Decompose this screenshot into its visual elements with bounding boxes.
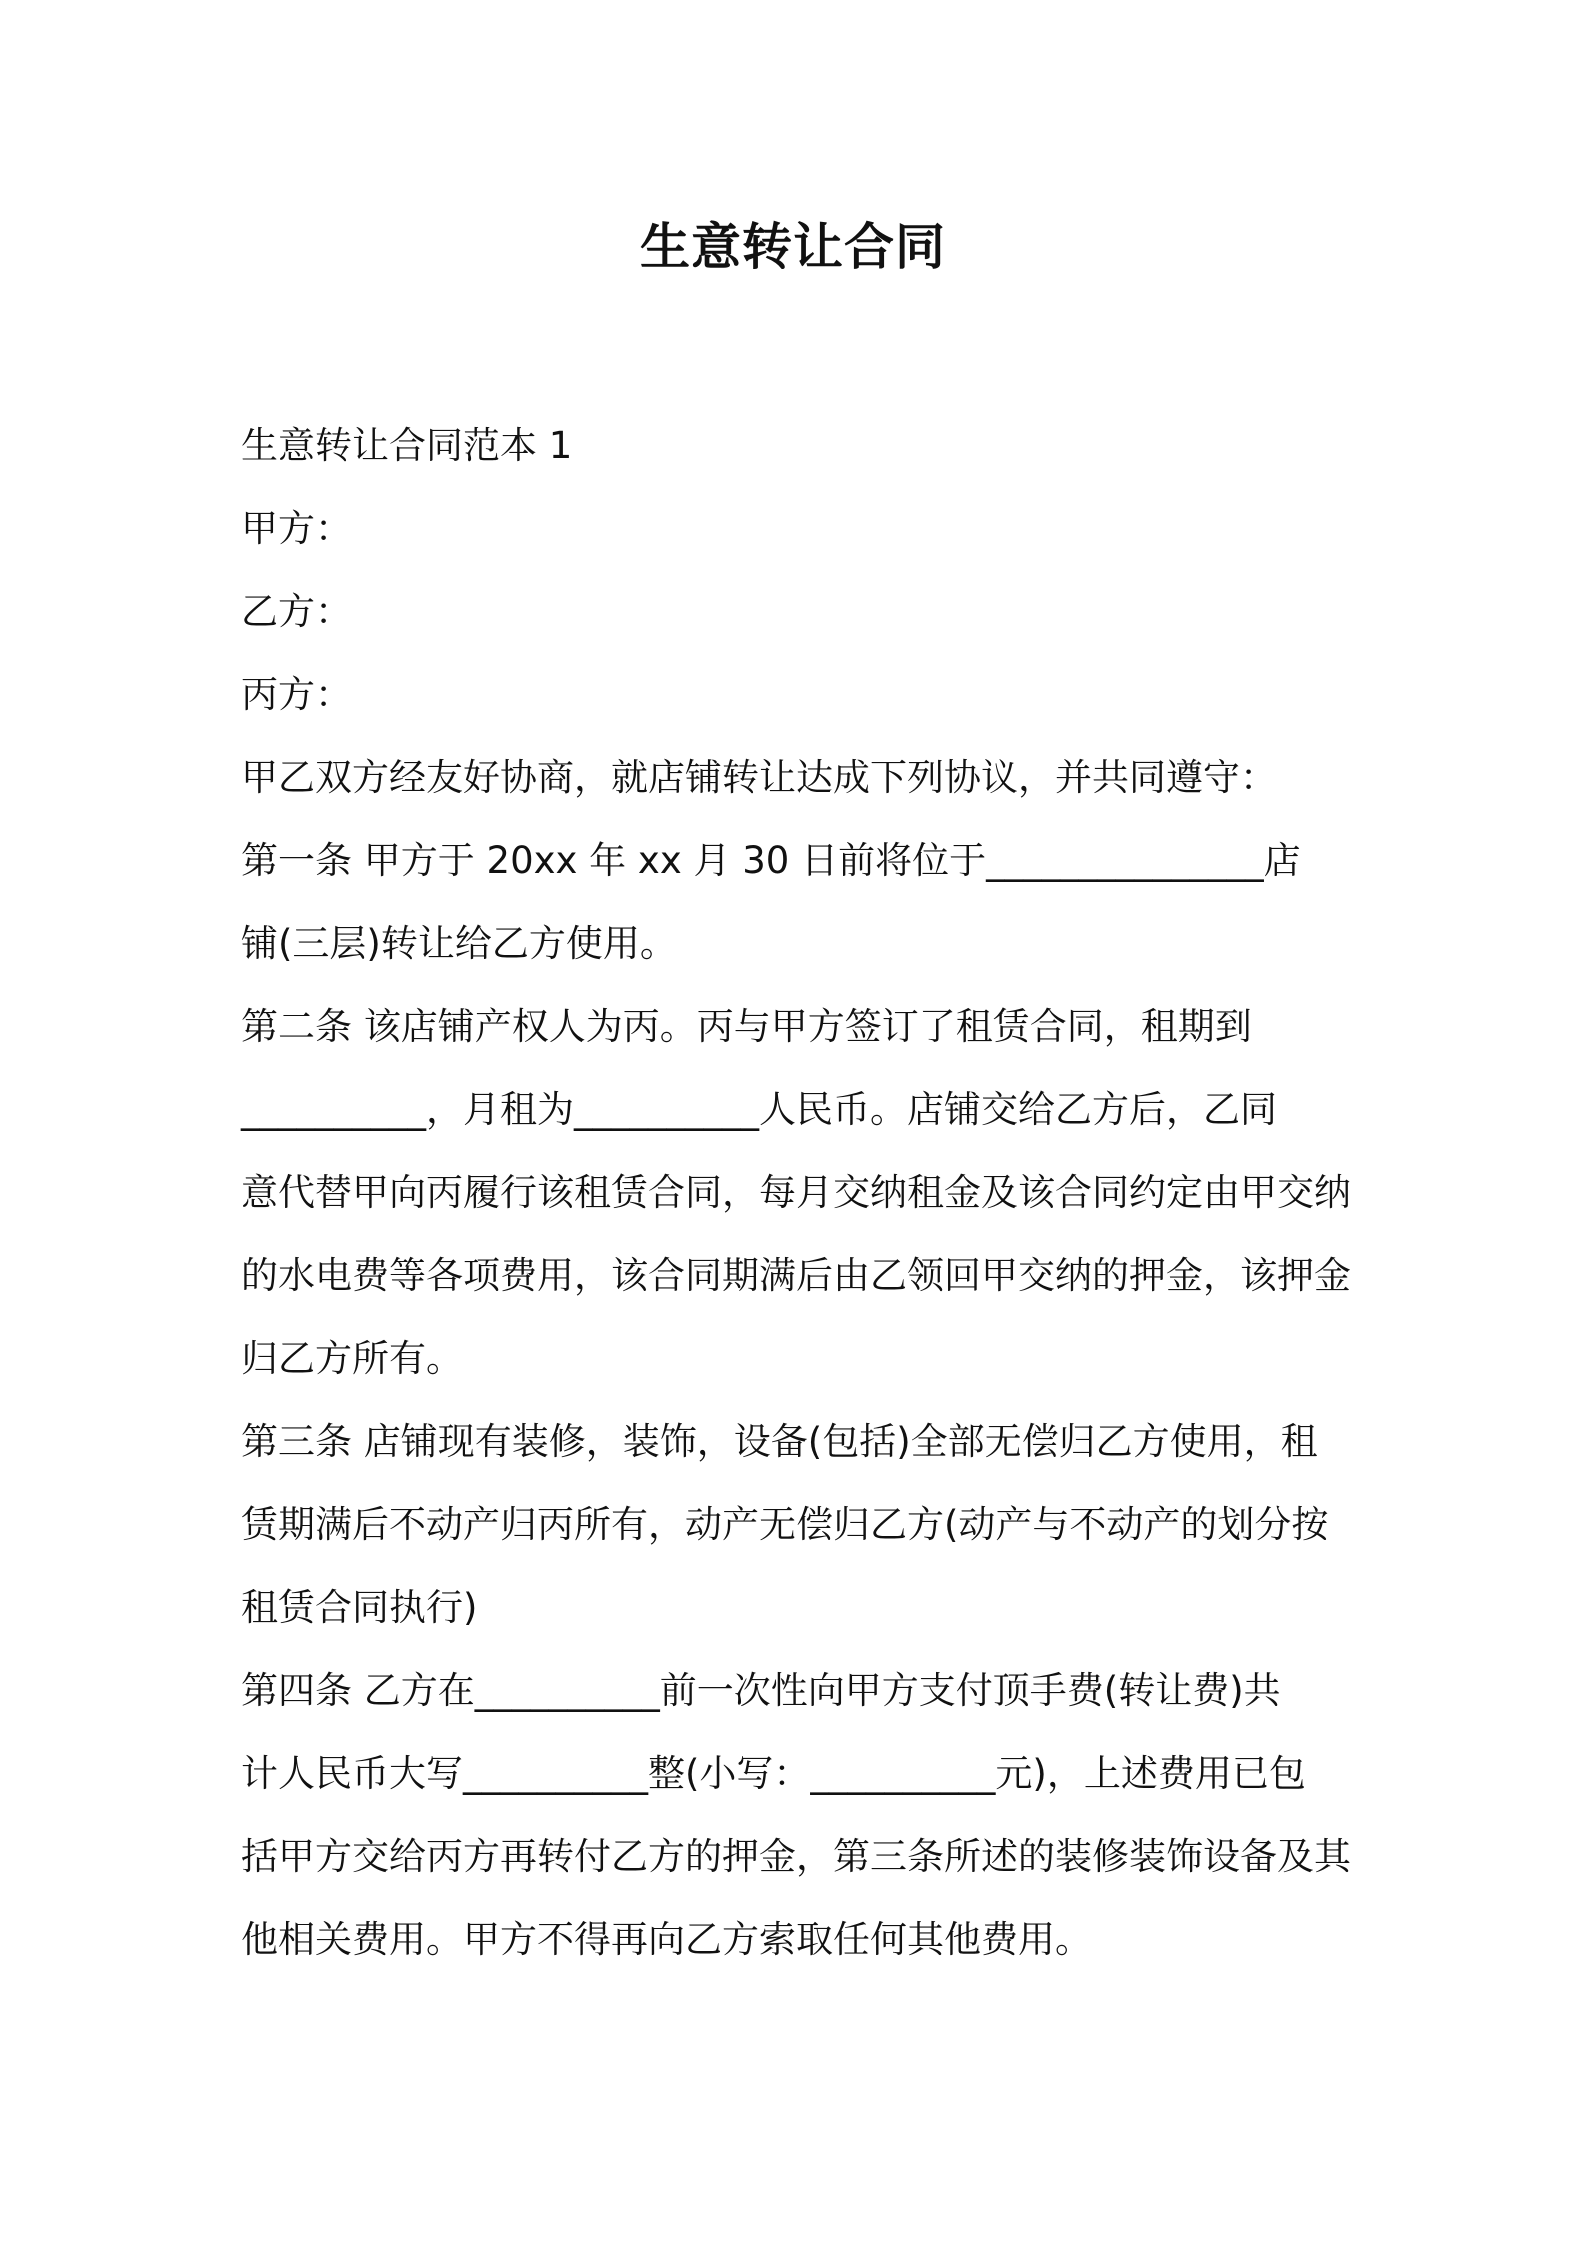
section-heading: 生意转让合同范本 1 — [241, 424, 573, 467]
article-4-line: 第四条 乙方在__________前一次性向甲方支付顶手费(转让费)共 — [241, 1669, 1281, 1712]
article-1-line: 铺(三层)转让给乙方使用。 — [241, 922, 677, 965]
document-title: 生意转让合同 — [640, 218, 946, 276]
article-2-line: 的水电费等各项费用，该合同期满后由乙领回甲交纳的押金，该押金 — [241, 1254, 1351, 1297]
article-4-line: 他相关费用。甲方不得再向乙方索取任何其他费用。 — [241, 1918, 1092, 1961]
preamble-line: 甲乙双方经友好协商，就店铺转让达成下列协议，并共同遵守： — [241, 756, 1277, 799]
party-b-line: 乙方： — [241, 590, 352, 633]
article-3-line: 赁期满后不动产归丙所有，动产无偿归乙方(动产与不动产的划分按 — [241, 1503, 1329, 1546]
article-4-line: 计人民币大写__________整(小写：__________元)，上述费用已包 — [241, 1752, 1306, 1795]
article-2-line: 意代替甲向丙履行该租赁合同，每月交纳租金及该合同约定由甲交纳 — [241, 1171, 1351, 1214]
article-4-line: 括甲方交给丙方再转付乙方的押金，第三条所述的装修装饰设备及其 — [241, 1835, 1351, 1878]
article-2-line: __________，月租为__________人民币。店铺交给乙方后，乙同 — [241, 1088, 1277, 1131]
article-1-line: 第一条 甲方于 20xx 年 xx 月 30 日前将位于_______________店 — [241, 839, 1301, 882]
article-3-line: 第三条 店铺现有装修，装饰，设备(包括)全部无偿归乙方使用，租 — [241, 1420, 1318, 1463]
document-body — [241, 404, 1361, 1981]
party-c-line: 丙方： — [241, 673, 352, 716]
article-2-line: 第二条 该店铺产权人为丙。丙与甲方签订了租赁合同，租期到 — [241, 1005, 1252, 1048]
article-2-line: 归乙方所有。 — [241, 1337, 463, 1380]
party-a-line: 甲方： — [241, 507, 352, 550]
article-3-line: 租赁合同执行) — [241, 1586, 478, 1629]
